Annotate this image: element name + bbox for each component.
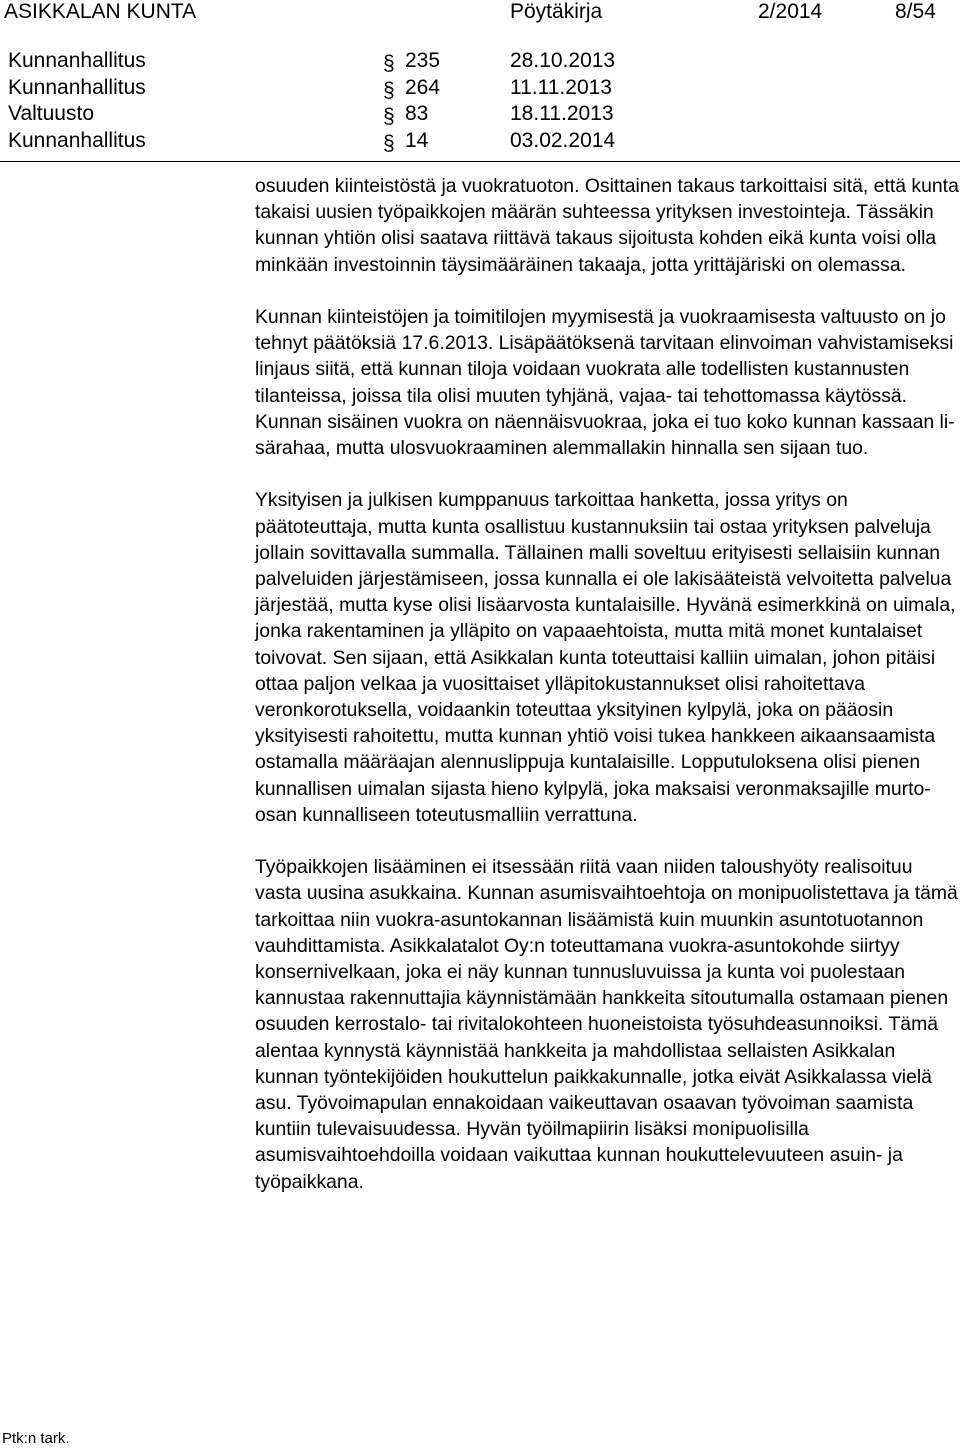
reference-body: Kunnanhallitus xyxy=(8,128,146,152)
body-paragraph: Yksityisen ja julkisen kumppanuus tarkoittaa hanketta, jossa yritys on päätoteuttaja, mutta kunta osallistuu kustannuksiin tai ostaa yrityksen palveluja jollain sovittavalla summalla. Tällainen malli soveltuu erityisesti sellaisiin kunnan palveluiden järjestämiseen, jossa kunnalla ei ole lakisääteistä velvoitetta palvelua järjestää, mutta kyse olisi lisäarvosta kuntalaisille. Hyvänä esimerkkinä on uimala, jonka rakentaminen ja ylläpito on vapaaehtoista, mutta mitä monet kuntalaiset toivovat. Sen sijaan, että Asikkalan kunta toteuttaisi kalliin uimalan, johon pitäisi ottaa paljon velkaa ja vuosittaiset ylläpitokustannukset olisi rahoitettava veronkorotuksella, voidaankin toteuttaa yksityinen kylpylä, joka on pääosin yksityisesti rahoitettu, mutta kunnan yhtiö voisi tukea hankkeen aikaansaamista ostamalla määräajan alennuslippuja kuntalaisille. Lopputuloksena olisi pienen kunnallisen uimalan sijasta hieno kylpylä, joka maksaisi veronmaksajille murto-osan kunnalliseen toteutusmalliin verrattuna. xyxy=(255,489,956,826)
reference-row xyxy=(0,128,960,155)
page-number: 8/54 xyxy=(895,0,936,23)
minutes-checker-label: Ptk:n tark. xyxy=(2,1430,70,1447)
reference-date: 03.02.2014 xyxy=(510,128,616,152)
reference-body: Kunnanhallitus xyxy=(8,49,146,72)
document-type: Pöytäkirja xyxy=(510,0,603,23)
document-number: 2/2014 xyxy=(758,0,823,23)
reference-number: 83 xyxy=(405,102,429,125)
minutes-reference-table xyxy=(0,48,960,154)
body-paragraph: Kunnan kiinteistöjen ja toimitilojen myymisestä ja vuokraamisesta valtuusto on jo tehnyt päätöksiä 17.6.2013. Lisäpäätöksenä tarvitaan elinvoiman vahvistamiseksi linjaus siitä, että kunnan tiloja voidaan vuokrata alle todellisten kustannusten tilanteissa, joissa tila olisi muuten tyhjänä, vajaa- tai tehottomassa käytössä. Kunnan sisäinen vuokra on näennäisvuokraa, joka ei tuo koko kunnan kassaan lisärahaa, mutta ulosvuokraaminen alemmallakin hinnalla sen sijaan tuo. xyxy=(255,306,955,460)
reference-row xyxy=(0,48,960,75)
body-paragraph: osuuden kiinteistöstä ja vuokratuoton. Osittainen takaus tarkoittaisi sitä, että kunta takaisi uusien työpaikkojen määrän suhteessa yrityksen investointeja. Tässäkin kunnan yhtiön olisi saatava riittävä takaus sijoitusta kohden eikä kunta voisi olla minkään investoinnin täysimääräinen takaaja, jotta yrittäjäriski on olemassa. xyxy=(255,175,959,276)
reference-row xyxy=(0,75,960,102)
reference-date: 18.11.2013 xyxy=(510,102,614,125)
section-sign-icon: § xyxy=(383,131,395,155)
organization-name: ASIKKALAN KUNTA xyxy=(4,0,197,23)
reference-number: 235 xyxy=(405,49,441,72)
reference-date: 11.11.2013 xyxy=(510,75,612,99)
section-sign-icon: § xyxy=(383,105,395,128)
reference-row xyxy=(0,101,960,128)
minutes-body xyxy=(255,173,960,1221)
reference-body: Valtuusto xyxy=(8,102,94,125)
reference-date: 28.10.2013 xyxy=(510,49,616,72)
body-paragraph: Työpaikkojen lisääminen ei itsessään riitä vaan niiden taloushyöty realisoituu vasta uusina asukkaina. Kunnan asumisvaihtoehtoja on monipuolistettava ja tämä tarkoittaa niin vuokra-asuntokannan lisäämistä kuin muunkin asuntotuotannon vauhdittamista. Asikkalatalot Oy:n toteuttamana vuokra-asuntokohde siirtyy konsernivelkaan, joka ei näy kunnan tunnusluvuissa ja kunta voi puolestaan kannustaa rakennuttajia käynnistämään hankkeita sitoutumalla ostamaan pienen osuuden kerrostalo- tai rivitalokohteen huoneistoista työsuhdeasunnoiksi. Tämä alentaa kynnystä käynnistää hankkeita ja mahdollistaa sellaisten Asikkalan kunnan työntekijöiden houkuttelun paikkakunnalle, jotka eivät Asikkalassa vielä asu. Työvoimapulan ennakoidaan vaikeuttavan osaavan työvoiman saamista kuntiin tulevaisuudessa. Hyvän työilmapiirin lisäksi monipuolisilla asumisvaihtoehdoilla voidaan vaikuttaa kunnan houkuttelevuuteen asuin- ja työpaikkana. xyxy=(255,856,958,1193)
reference-number: 264 xyxy=(405,75,441,99)
page-header xyxy=(0,0,960,28)
reference-number: 14 xyxy=(405,128,429,152)
section-sign-icon: § xyxy=(383,52,395,75)
reference-body: Kunnanhallitus xyxy=(8,75,146,99)
section-sign-icon: § xyxy=(383,78,395,102)
header-divider xyxy=(0,161,960,162)
